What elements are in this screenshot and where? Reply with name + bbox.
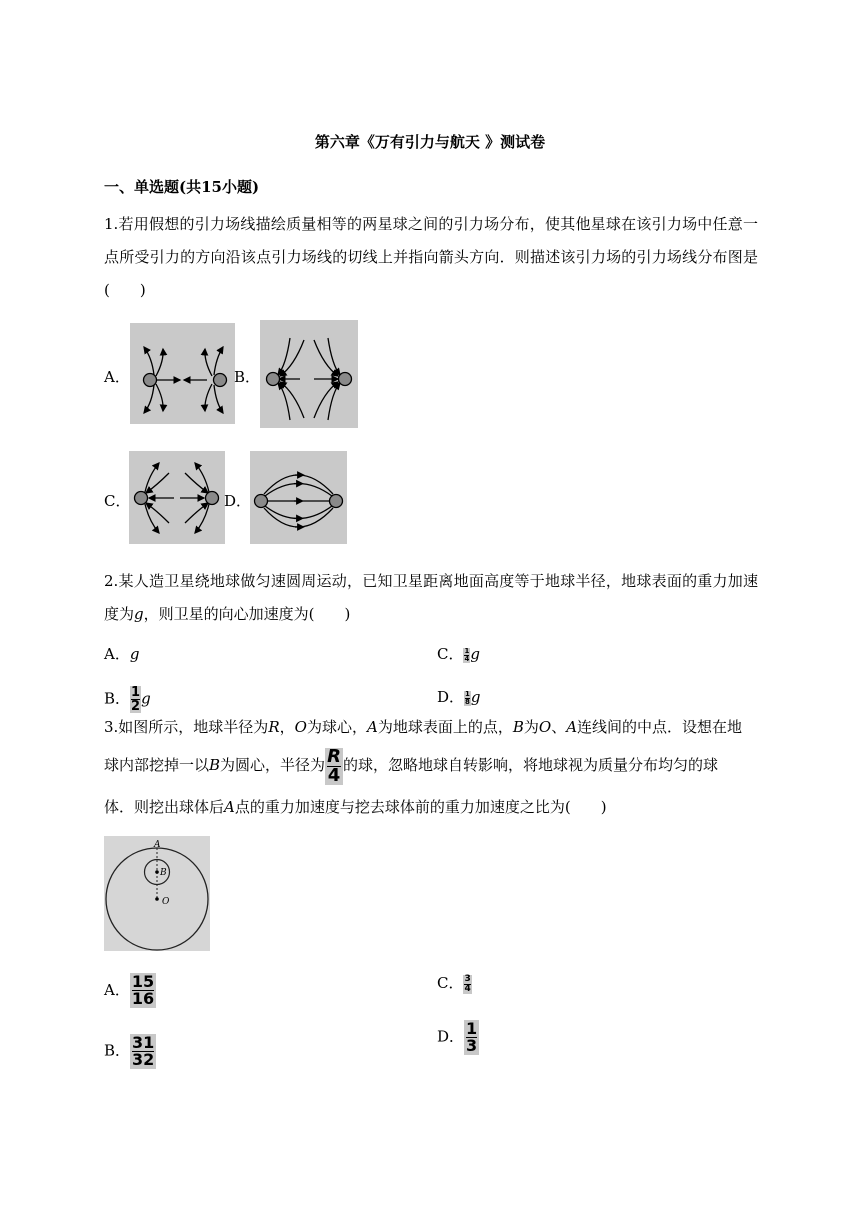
option-value: g [470, 688, 481, 706]
var-o: O [294, 718, 307, 736]
text: 为地球表面上的点， [377, 718, 513, 736]
option-value: g [141, 689, 151, 708]
fraction-numerator: 31 [132, 1033, 155, 1052]
option-label: B． [104, 689, 131, 708]
fraction [464, 1020, 479, 1055]
text: 点的重力加速度与挖去球体前的重力加速度之比为( ) [234, 798, 607, 816]
fraction [463, 975, 471, 994]
fraction [130, 973, 156, 1008]
q3-option-b [104, 1034, 156, 1069]
fraction-denominator: 32 [132, 1050, 155, 1069]
fraction-denominator: 4 [327, 764, 341, 786]
var-a: A [566, 718, 578, 736]
label-b: B [160, 868, 167, 878]
q1-option-c-label: C． [104, 492, 131, 510]
option-label: C． [437, 974, 464, 992]
question-1-text: 1.若用假想的引力场线描绘质量相等的两星球之间的引力场分布，使其他星球在该引力场中任意一点所受引力的方向沿该点引力场线的切线上并指向箭头方向．则描述该引力场的引力场线分布图是( ) [104, 215, 758, 299]
var-a: A [224, 798, 235, 816]
var-o: O [538, 718, 552, 736]
option-label: D． [437, 1027, 465, 1046]
q1-option-d-diagram [250, 451, 347, 544]
question-2-text [104, 565, 758, 631]
option-label: C． [437, 645, 464, 663]
fraction-numerator: 1 [464, 646, 470, 655]
text: 的球，忽略地球自转影响，将地球视为质量分布均匀的球 [342, 756, 718, 774]
fraction-denominator: 2 [131, 699, 141, 714]
label-o: O [162, 897, 170, 907]
text: 为圆心，半径为 [220, 756, 326, 774]
q3-option-a [104, 973, 156, 1008]
q1-option-b-label: B． [234, 368, 261, 386]
fraction-numerator: R [327, 745, 341, 767]
fraction-numerator: 1 [466, 1019, 478, 1038]
q2-option-d [437, 686, 481, 707]
label-a: A [154, 840, 161, 850]
question-3-line-1 [104, 710, 758, 744]
fraction [130, 686, 141, 713]
page-title: 第六章《万有引力与航天 》测试卷 [314, 133, 546, 151]
text: 、 [551, 718, 567, 736]
text: 体．则挖出球体后 [104, 798, 225, 816]
text: 3.如图所示，地球半径为 [104, 718, 269, 736]
fraction-numerator: 1 [465, 689, 470, 698]
fraction [464, 691, 471, 706]
var-a: A [366, 718, 378, 736]
text: 为球心， [306, 718, 367, 736]
q1-option-a-label: A． [104, 368, 130, 386]
q3-option-d [437, 1020, 479, 1055]
text: 连线间的中点．设想在地 [577, 718, 743, 736]
option-value: g [129, 645, 140, 663]
q3-earth-diagram [104, 836, 210, 951]
fraction-denominator: 16 [131, 989, 155, 1008]
var-b: B [209, 756, 221, 774]
q2-option-a [104, 643, 139, 664]
var-b: B [512, 718, 524, 736]
text: ， [279, 718, 295, 736]
option-label: B． [104, 1041, 131, 1060]
q1-option-a-diagram [130, 323, 235, 424]
q2-text-post: ，则卫星的向心加速度为( ) [143, 605, 351, 623]
q2-option-c [437, 643, 480, 664]
text: 为 [523, 718, 539, 736]
q1-option-d-label: D． [224, 492, 252, 510]
fraction-denominator: 4 [464, 983, 471, 994]
section-heading: 一、单选题(共15小题) [104, 178, 260, 196]
q1-option-b-diagram [260, 320, 358, 428]
fraction-denominator: 4 [464, 654, 470, 663]
fraction-numerator: 1 [131, 685, 141, 700]
text: 球内部挖掉一以 [104, 756, 210, 774]
fraction-r-over-4 [325, 745, 343, 786]
q2-text-pre: 2.某人造卫星绕地球做匀速圆周运动，已知卫星距离地面高度等于地球半径，地球表面的重力加速度为 [104, 572, 758, 623]
var-r: R [268, 718, 280, 736]
fraction-numerator: 15 [131, 972, 155, 991]
fraction [130, 1034, 156, 1069]
fraction-numerator: 3 [464, 973, 471, 984]
question-3-line-3 [104, 791, 758, 824]
q1-option-c-diagram [129, 451, 225, 544]
question-3-line-2 [104, 745, 758, 785]
option-label: A． [104, 980, 130, 999]
option-label: A． [104, 645, 130, 663]
q3-option-c [437, 972, 472, 994]
fraction-denominator: 3 [466, 1036, 478, 1055]
q2-var-g: g [134, 605, 144, 623]
option-label: D． [437, 688, 465, 706]
fraction-denominator: 8 [465, 697, 470, 706]
q2-option-b [104, 686, 151, 713]
option-value: g [470, 645, 480, 663]
